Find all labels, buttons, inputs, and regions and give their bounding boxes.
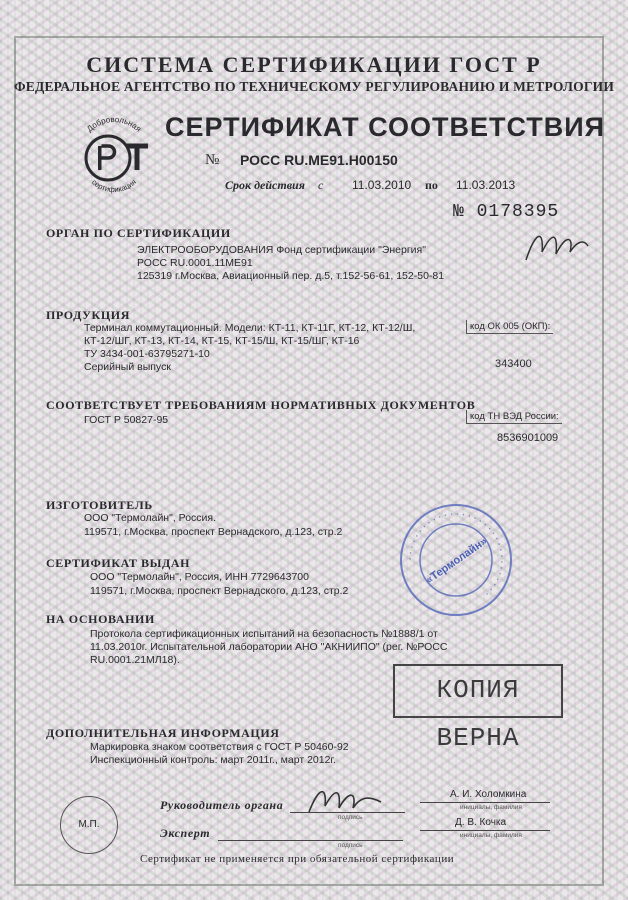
additional-info-line: Маркировка знаком соответствия с ГОСТ Р 50460-92 (90, 741, 349, 753)
validity-from-date: 11.03.2010 (352, 178, 412, 192)
additional-info-line: Инспекционный контроль: март 2011г., март 2012г. (90, 754, 336, 766)
product-heading: ПРОДУКЦИЯ (46, 308, 130, 322)
issued-to-line: 119571, г.Москва, проспект Вернадского, д.123, стр.2 (90, 585, 349, 597)
organ-line: ЭЛЕКТРООБОРУДОВАНИЯ Фонд сертификации "Энергия" (137, 244, 426, 256)
basis-line: 11.03.2010г. Испытательной лаборатории АНО "АКНИИПО" (рег. №РОСС (90, 641, 448, 653)
certificate-number: РОСС RU.МЕ91.Н00150 (240, 152, 398, 168)
logo-top-text: Добровольная (85, 116, 143, 134)
organ-line: РОСС RU.0001.11МЕ91 (137, 257, 253, 269)
issued-to-heading: СЕРТИФИКАТ ВЫДАН (46, 556, 191, 570)
head-name-line (420, 802, 550, 803)
product-line: Терминал коммутационный. Модели: КТ-11, КТ-11Г, КТ-12, КТ-12/Ш, (84, 322, 416, 334)
head-of-organ-name: А. И. Холомкина (450, 789, 527, 800)
validity-to-date: 11.03.2013 (456, 178, 516, 192)
additional-info-heading: ДОПОЛНИТЕЛЬНАЯ ИНФОРМАЦИЯ (46, 726, 280, 740)
compliance-heading: СООТВЕТСТВУЕТ ТРЕБОВАНИЯМ НОРМАТИВНЫХ ДОКУМЕНТОВ (46, 398, 476, 412)
logo-bottom-text: сертификация (90, 177, 138, 195)
svg-text:• • • • • • • • • • • • • • •: • • • • • • • • • • • • • • • • • • • • • • • • • • • • • • • (407, 511, 505, 597)
footer-note: Сертификат не применяется при обязательной сертификации (140, 853, 455, 865)
compliance-line: ГОСТ Р 50827-95 (84, 414, 169, 426)
validity-from-label: с (318, 178, 324, 192)
tnved-code-value: 8536901009 (497, 432, 559, 444)
product-line: Серийный выпуск (84, 361, 171, 373)
product-line: ТУ 3434-001-63795271-10 (84, 348, 210, 360)
organ-heading: ОРГАН ПО СЕРТИФИКАЦИИ (46, 226, 231, 240)
product-line: КТ-12/ШГ, КТ-13, КТ-14, КТ-15, КТ-15/Ш, КТ-15/ШГ, КТ-16 (84, 335, 360, 347)
expert-name: Д. В. Кочка (455, 817, 507, 828)
agency-name: ФЕДЕРАЛЬНОЕ АГЕНТСТВО ПО ТЕХНИЧЕСКОМУ РЕГУЛИРОВАНИЮ И МЕТРОЛОГИИ (13, 79, 615, 94)
validity-to-label: по (425, 178, 438, 192)
certificate-number-label: № (205, 152, 220, 168)
expert-label: Эксперт (160, 826, 211, 840)
copy-verified-stamp: КОПИЯ ВЕРНА (393, 664, 563, 718)
okp-code-label: код ОК 005 (ОКП): (466, 320, 553, 334)
seal-placeholder: М.П. (60, 796, 118, 854)
signature-caption: подпись (338, 814, 363, 821)
validity-label: Срок действия (225, 178, 305, 192)
basis-line: RU.0001.21МЛ18). (90, 654, 180, 666)
manufacturer-line: ООО "Термолайн", Россия. (84, 512, 217, 524)
expert-signature-line (218, 840, 403, 841)
okp-code-value: 343400 (495, 358, 532, 370)
basis-heading: НА ОСНОВАНИИ (46, 612, 155, 626)
serial-number: № 0178395 (453, 202, 560, 222)
basis-line: Протокола сертификационных испытаний на безопасность №1888/1 от (90, 628, 438, 640)
head-of-organ-label: Руководитель органа (160, 798, 284, 812)
expert-initials-caption: инициалы, фамилия (460, 832, 522, 839)
stamp-center-text: «Термолайн» (423, 535, 490, 587)
certificate-title: СЕРТИФИКАТ СООТВЕТСТВИЯ (165, 112, 606, 142)
issued-to-line: ООО "Термолайн", Россия, ИНН 7729643700 (90, 571, 309, 583)
tnved-code-label: код ТН ВЭД России: (466, 410, 562, 424)
organ-line: 125319 г.Москва, Авиационный пер. д.5, т.152-56-61, 152-50-81 (137, 270, 445, 282)
initials-caption: инициалы, фамилия (460, 804, 522, 811)
system-title: СИСТЕМА СЕРТИФИКАЦИИ ГОСТ Р (86, 52, 542, 77)
svg-text:Добровольная (85, 116, 143, 134)
expert-signature-caption: подпись (338, 842, 363, 849)
organization-stamp (398, 502, 514, 618)
organ-signature-icon (522, 222, 592, 272)
expert-name-line (420, 830, 550, 831)
gost-r-logo-icon (68, 116, 160, 196)
manufacturer-line: 119571, г.Москва, проспект Вернадского, д.123, стр.2 (84, 526, 343, 538)
manufacturer-heading: ИЗГОТОВИТЕЛЬ (46, 498, 153, 512)
